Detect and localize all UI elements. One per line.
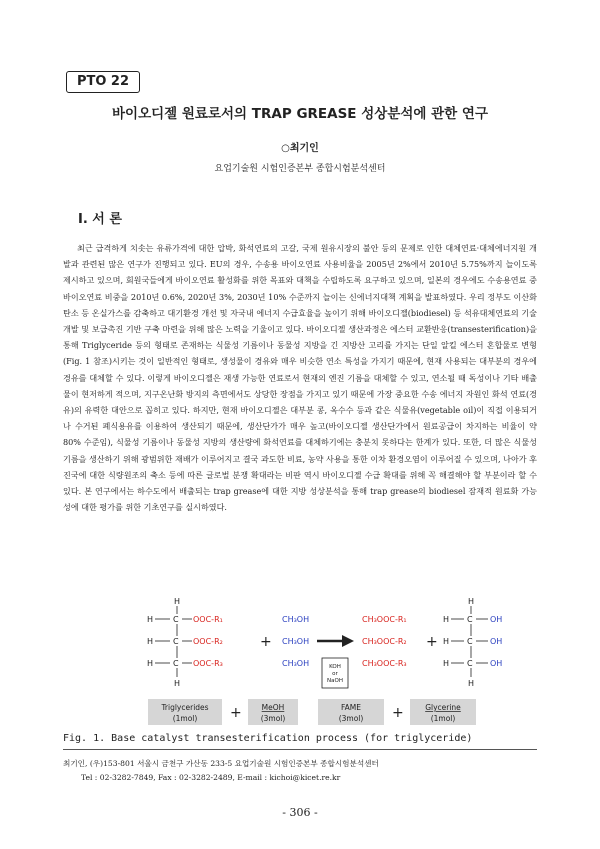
footnote-address: 최기인, (우)153-801 서울시 금천구 가산동 233-5 요업기술원 시험인증본부 종합시험분석센터: [63, 759, 379, 768]
tg-ooc-r2: OOC-R₂: [193, 637, 223, 646]
gl-h1: H: [443, 615, 450, 624]
paragraph: 최근 급격하게 치솟는 유류가격에 대한 압박, 화석연료의 고갈, 국제 원유시장의 불안 등의 문제로 인한 대체연료·대체에너지원 개발과 관련된 많은 연구가 진행되고 있다. EU의 경우, 수송용 바이오연료 사용비율을 2005년 2%에서 2010년 5.75%까지 늘이도록 제시하고 있으며, 회원국들에게 바이오연료 활성화를 위한 목표와 대책을 수립하도록 요구하고 있으며, 일본의 경우에도 수송용연료 중 바이오연료 비중을 2010년 0.6%, 2020년 3%, 2030년 10% 수준까지 늘이는 신에너지대책 계획을 발표하였다. 우리 정부도 이산화탄소 등 온실가스를 감축하고 대기환경 개선 및 자국내 에너지 수급효율을 높이기 위해 바이오디젤(biodiesel) 등 석유대체연료의 기술개발 및 보급촉진 기반 구축 마련을 위해 많은 노력을 기울이고 있다. 바이오디젤 생산과정은 에스터 교환반응(transesterification)을 통해 Triglyceride 등의 형태로 존재하는 식물성 기름이나 동물성 지방을 긴 지방산 고리를 가지는 단일 알킬 에스터 혼합물로 변형(Fig. 1 참조)시키는 것이 일반적인 형태로, 생성물이 경유와 매우 비슷한 연소 특성을 가지기 때문에, 현재 사용되는 대부분의 경우에 경유를 대체할 수 있다. 이렇게 바이오디젤은 재생 가능한 연료로서 현재의 엔진 기름을 대체할 수 있고, 연소될 때 독성이나 기타 배출물이 현저하게 적으며, 지구온난화 방지의 측면에서도 상당한 장점을 가지고 있기 때문에 가장 중요한 수송 에너지 자원인 화석 연료(경유)의 유력한 대안으로 꼽히고 있다. 하지만, 현재 바이오디젤은 대부분 콩, 옥수수 등과 같은 식물유(vegetable oil)이 직접 이용되거나 수거된 폐식용유를 이용하여 생산되기 때문에, 생산단가가 매우 높고(바이오디젤 생산단가에서 원료공급이 차지하는 비율이 약 80% 수준임), 식물성 기름이나 동물성 지방의 생산량에 화석연료를 대체하기에는 충분치 못하다는 한계가 있다. 또한, 더 많은 식물성 기름을 생산하기 위해 광범위한 재배가 이루어지고 결국 과도한 비료, 농약 사용을 통한 이차 환경오염이 이루어질 수 있으며, 나아가 후진국에 대한 식량원조의 축소 등에 따른 글로벌 분쟁 확대라는 비판 역시 바이오디젤 수급 확대를 위해 꼭 해결해야 할 부분이라 할 수 있다. 본 연구에서는 하수도에서 배출되는 trap grease에 대한 지방 성상분석을 통해 trap grease의 biodiesel 잠재적 원료화 가능성에 대한 평가를 위한 기초연구를 실시하였다.: [63, 243, 538, 513]
gl-oh3: OH: [490, 659, 503, 668]
box-meoh-amount: (3mol): [260, 714, 286, 723]
reaction-scheme: [60, 594, 540, 728]
gl-c3: C: [467, 659, 473, 668]
tg-h1: H: [147, 615, 154, 624]
fame-3: CH₃OOC-R₃: [362, 659, 407, 668]
box-fame-name: FAME: [341, 703, 361, 712]
gl-oh1: OH: [490, 615, 503, 624]
reaction-arrow: [342, 635, 354, 647]
box-plus-1: +: [230, 705, 242, 721]
meoh-2: CH₃OH: [282, 637, 310, 646]
author: ○최기인: [281, 143, 319, 154]
tg-h-top: H: [174, 597, 181, 606]
box-plus-3: +: [392, 705, 404, 721]
box-glycerine-name: Glycerine: [425, 703, 461, 712]
affiliation: 요업기술원 시험인증본부 종합시험분석센터: [214, 164, 386, 174]
tg-ooc-r3: OOC-R₃: [193, 659, 223, 668]
gl-h2: H: [443, 637, 450, 646]
catalyst-or: or: [332, 671, 338, 677]
box-meoh-name: MeOH: [261, 703, 285, 712]
gl-h-bottom: H: [468, 679, 475, 688]
tg-h3: H: [147, 659, 154, 668]
fame-1: CH₃OOC-R₁: [362, 615, 407, 624]
tg-c2: C: [173, 637, 179, 646]
footnote-contact: Tel : 02-3282-7849, Fax : 02-3282-2489, E-mail : kichoi@kicet.re.kr: [81, 773, 341, 782]
tg-h-bottom: H: [174, 679, 181, 688]
footnote: [63, 757, 379, 785]
box-triglycerides-amount: (1mol): [172, 714, 198, 723]
box-glycerine-amount: (1mol): [430, 714, 456, 723]
tg-ooc-r1: OOC-R₁: [193, 615, 223, 624]
page-number: - 306 -: [282, 806, 318, 819]
abstract-code: PTO 22: [66, 71, 140, 93]
paper-title: 바이오디젤 원료로서의 TRAP GREASE 성상분석에 관한 연구: [111, 106, 488, 122]
plus-2: +: [426, 634, 438, 650]
tg-c3: C: [173, 659, 179, 668]
footnote-divider: [63, 749, 537, 750]
gl-h-top: H: [468, 597, 475, 606]
figure-caption: Fig. 1. Base catalyst transesterification process (for triglyceride): [63, 733, 473, 744]
tg-h2: H: [147, 637, 154, 646]
gl-c1: C: [467, 615, 473, 624]
fame-2: CH₃OOC-R₂: [362, 637, 407, 646]
box-fame-amount: (3mol): [338, 714, 364, 723]
section-heading: I. 서 론: [78, 212, 122, 227]
catalyst-naoh: NaOH: [327, 678, 343, 684]
gl-c2: C: [467, 637, 473, 646]
body-text: [63, 240, 537, 515]
box-triglycerides-name: Triglycerides: [161, 703, 209, 712]
tg-c1: C: [173, 615, 179, 624]
meoh-3: CH₃OH: [282, 659, 310, 668]
gl-h3: H: [443, 659, 450, 668]
plus-1: +: [260, 634, 272, 650]
gl-oh2: OH: [490, 637, 503, 646]
meoh-1: CH₃OH: [282, 615, 310, 624]
catalyst-koh: KOH: [329, 664, 341, 670]
